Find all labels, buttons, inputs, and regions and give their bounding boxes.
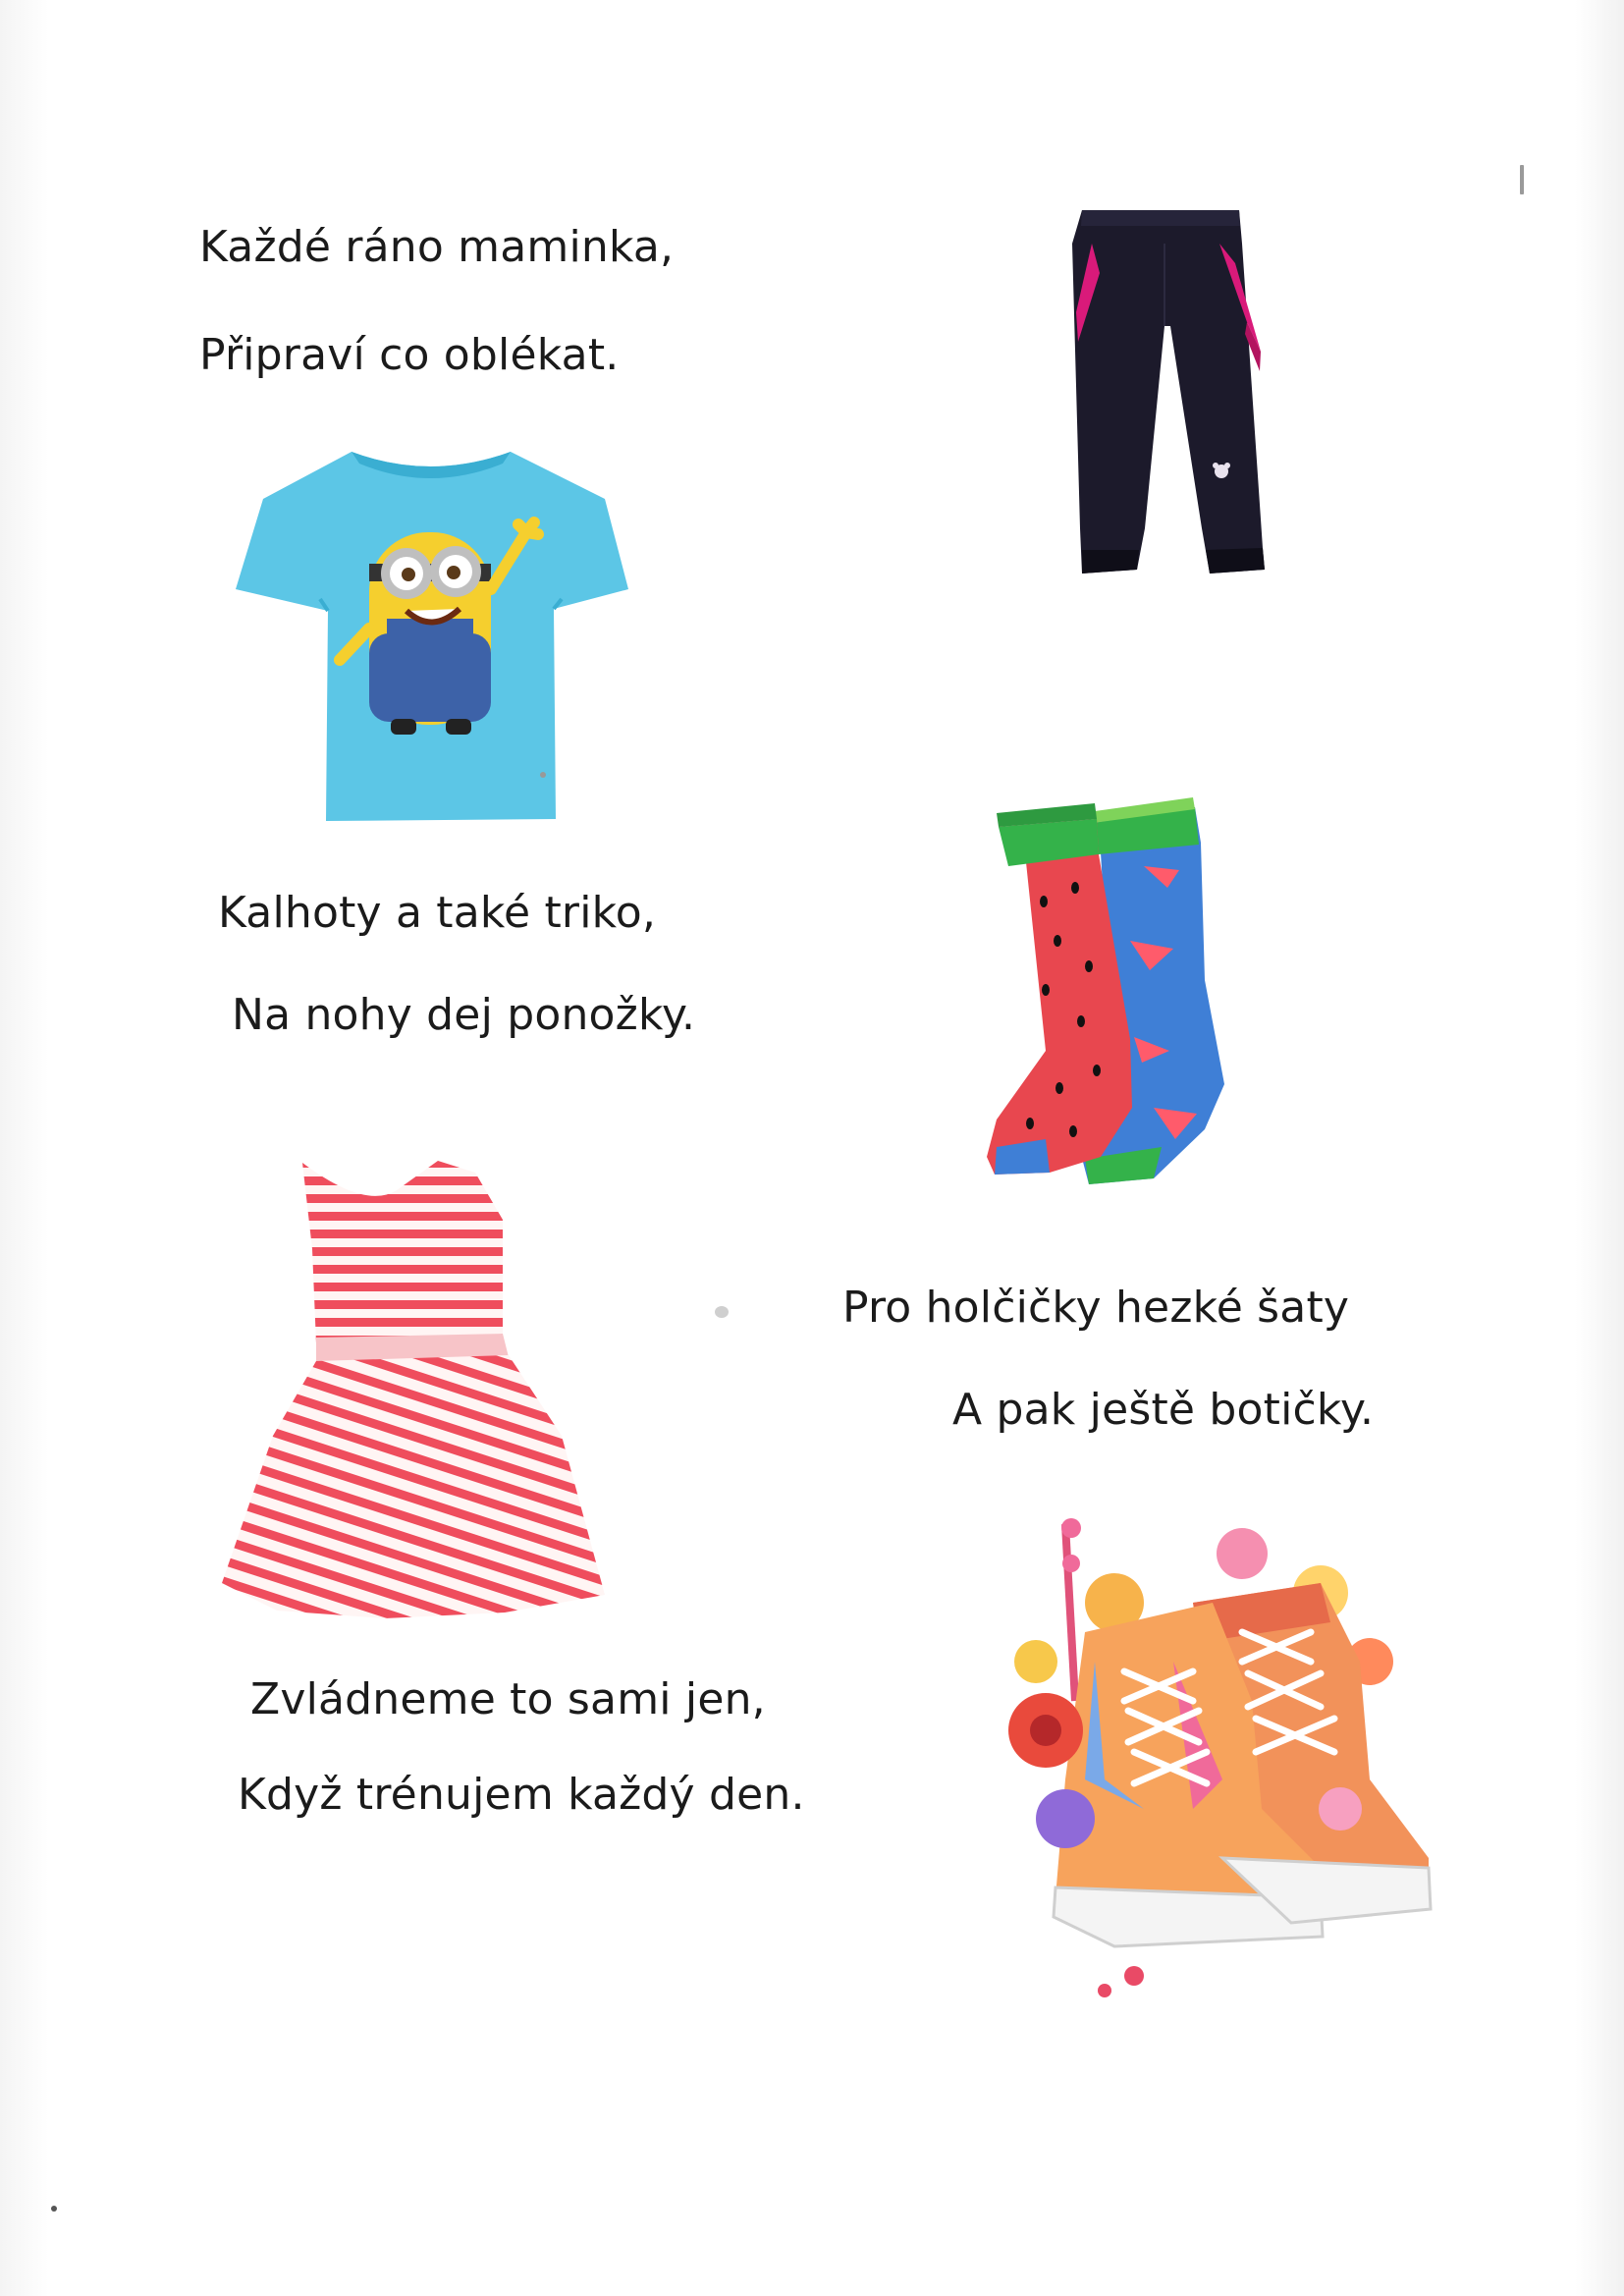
poem-line: Na nohy dej ponožky. — [232, 990, 696, 1040]
pants-illustration — [1062, 204, 1273, 581]
sneakers-illustration — [997, 1485, 1438, 2035]
poem-line: Každé ráno maminka, — [199, 222, 675, 272]
poem-line: Zvládneme to sami jen, — [250, 1674, 766, 1724]
scan-speck — [715, 1306, 729, 1318]
poem-line: Připraví co oblékat. — [199, 330, 620, 380]
poem-line: Pro holčičky hezké šaty — [842, 1283, 1350, 1333]
scan-speck — [1520, 165, 1524, 194]
socks-illustration — [987, 793, 1237, 1190]
poem-line: A pak ještě botičky. — [952, 1385, 1375, 1435]
sneakers-icon — [997, 1485, 1438, 2035]
poem-line: Kalhoty a také triko, — [218, 888, 657, 938]
scan-speck — [540, 772, 546, 778]
socks-icon — [987, 793, 1237, 1190]
dress-icon — [218, 1141, 606, 1622]
scan-speck — [51, 2206, 57, 2212]
dress-illustration — [218, 1141, 606, 1622]
pants-icon — [1062, 204, 1273, 581]
tshirt-icon — [232, 442, 629, 830]
tshirt-illustration — [232, 442, 629, 830]
poem-line: Když trénujem každý den. — [238, 1770, 805, 1820]
